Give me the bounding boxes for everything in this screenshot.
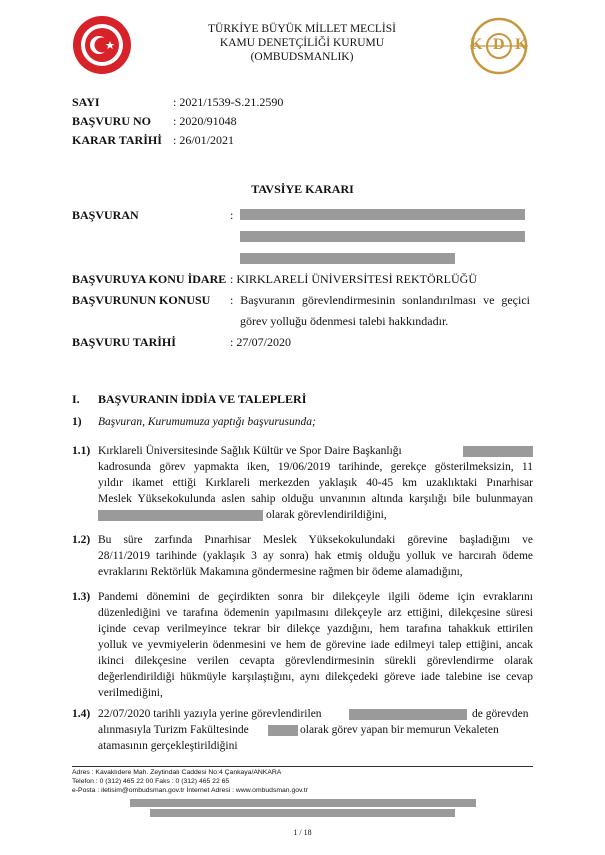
applicant-label: BAŞVURAN bbox=[72, 208, 139, 222]
para-1-1-number: 1.1) bbox=[72, 445, 91, 457]
redacted-1-4-a bbox=[349, 709, 467, 720]
redacted-footer-2 bbox=[150, 809, 455, 817]
date-value: : 27/07/2020 bbox=[230, 335, 292, 349]
section-number: I. bbox=[72, 392, 80, 406]
tbmm-logo bbox=[72, 15, 132, 75]
meta-label-sayi: SAYI bbox=[72, 95, 100, 109]
authority-label: BAŞVURUYA KONU İDARE bbox=[72, 272, 227, 286]
para-1-1-line-4: Meslek Yüksekokulunda aslen sahip olduğu unvanının altında karşılığı bile bulunmayan bbox=[98, 493, 533, 505]
redacted-1-4-b bbox=[268, 725, 298, 736]
para-1-4-line-1a: 22/07/2020 tarihli yazıyla yerine görevlendirilen bbox=[98, 708, 322, 720]
footer-phone: Telefon : 0 (312) 465 22 00 Faks : 0 (312) 465 22 65 bbox=[72, 778, 230, 785]
para-1-text: Başvuran, Kurumumuza yaptığı başvurusunda; bbox=[98, 416, 316, 428]
para-1-4-line-3: atamasının gerçekleştirildiğini bbox=[98, 740, 238, 752]
para-1-3-line-3: içinde cevap verilmeyince tekrar bir dilekçe yazdığını, hem tarafına tahakkuk ettirilen bbox=[98, 623, 533, 635]
kdk-letter-d: D bbox=[493, 36, 505, 53]
meta-value-karar-tarihi: : 26/01/2021 bbox=[173, 133, 235, 147]
page-number: 1 / 18 bbox=[293, 828, 312, 837]
para-1-4-number: 1.4) bbox=[72, 708, 91, 720]
para-1-2-line-3: evraklarını Rektörlük Makamına göndermesine rağmen bir ödeme alamadığını, bbox=[98, 566, 463, 578]
para-1-3-line-4: yolluk ve yevmiyelerin ödenmesini ve hem de görevine iade edilmeyi talep ettiğini, ancak bbox=[98, 639, 533, 651]
para-1-3-line-5: ikinci dilekçesine verilen cevapta görevlendirmesinin sürekli görevlendirme olarak bbox=[98, 655, 533, 667]
footer-address: Adres : Kavaklıdere Mah. Zeytindalı Caddesi No:4 Çankaya/ANKARA bbox=[72, 769, 282, 776]
subject-value-line-1: : Başvuranın görevlendirmesinin sonlandırılması ve geçici bbox=[230, 293, 530, 307]
para-1-3-line-1: Pandemi dönemini de geçirdikten sonra bir dilekçeyle ilgili ödeme için evraklarını bbox=[98, 591, 533, 603]
para-1-1-line-5: olarak görevlendirildiğini, bbox=[266, 509, 387, 521]
para-1-3-line-6: değerlendirildiği hükmüyle karşılaştığını, aynı dilekçedeki göreve iade talebine ise cevap bbox=[98, 671, 533, 683]
header-line-3: (OMBUDSMANLIK) bbox=[250, 51, 354, 63]
applicant-colon: : bbox=[230, 208, 234, 222]
para-1-3-line-2: düzenlediğini ve tarafına ödemenin yapılmasını dilekçeyle arz ettiğini, dilekçesine süresi bbox=[98, 607, 533, 619]
para-1-2-line-1: Bu süre zarfında Pınarhisar Meslek Yüksekokulundaki görevine başladığını ve bbox=[98, 534, 533, 546]
redacted-applicant-3 bbox=[240, 253, 455, 264]
subject-label: BAŞVURUNUN KONUSU bbox=[72, 293, 211, 307]
para-1-3-number: 1.3) bbox=[72, 591, 91, 603]
header-line-2: KAMU DENETÇİLİĞİ KURUMU bbox=[219, 37, 385, 49]
kdk-letter-k1: K bbox=[470, 36, 483, 53]
para-1-4-line-1b: de görevden bbox=[472, 708, 529, 720]
redacted-applicant-2 bbox=[240, 231, 525, 242]
meta-label-karar-tarihi: KARAR TARİHİ bbox=[72, 133, 162, 147]
meta-value-basvuru-no: : 2020/91048 bbox=[173, 114, 237, 128]
para-1-4-line-2b: olarak görev yapan bir memurun Vekaleten bbox=[300, 724, 499, 736]
para-1-1-line-3: yıldır ikamet ettiği Kırklareli merkezden yaklaşık 40-45 km uzaklıktaki Pınarhisar bbox=[98, 477, 533, 489]
para-1-3-line-7: verilmediğini, bbox=[98, 687, 163, 699]
authority-value: : KIRKLARELİ ÜNİVERSİTESİ REKTÖRLÜĞÜ bbox=[230, 272, 477, 286]
redacted-footer-1 bbox=[130, 799, 476, 807]
section-title: BAŞVURANIN İDDİA VE TALEPLERİ bbox=[98, 392, 307, 406]
para-1-2-line-2: 28/11/2019 tarihinde (yaklaşık 3 ay sonra) hak etmiş olduğu yolluk ve harcırah ödeme bbox=[98, 550, 533, 562]
redacted-applicant-1 bbox=[240, 209, 525, 220]
para-1-1-line-1: Kırklareli Üniversitesinde Sağlık Kültür ve Spor Daire Başkanlığı bbox=[98, 445, 402, 457]
meta-label-basvuru-no: BAŞVURU NO bbox=[72, 114, 152, 128]
header-line-1: TÜRKİYE BÜYÜK MİLLET MECLİSİ bbox=[208, 23, 396, 35]
meta-value-sayi: : 2021/1539-S.21.2590 bbox=[173, 95, 284, 109]
footer-email: e-Posta : iletisim@ombudsman.gov.tr İnternet Adresi : www.ombudsman.gov.tr bbox=[72, 787, 308, 794]
para-1-number: 1) bbox=[72, 416, 82, 428]
kdk-logo bbox=[466, 14, 532, 78]
para-1-4-line-2a: alınmasıyla Turizm Fakültesinde bbox=[98, 724, 249, 736]
document-title: TAVSİYE KARARI bbox=[251, 182, 354, 196]
footer-divider bbox=[72, 766, 533, 767]
redacted-1-1-a bbox=[463, 446, 533, 457]
kdk-letter-k2: K bbox=[515, 36, 528, 53]
para-1-1-line-2: kadrosunda görev yapmakta iken, 19/06/2019 tarihinde, gerekçe gösterilmeksizin, 11 bbox=[98, 461, 533, 473]
redacted-1-1-b bbox=[98, 510, 263, 521]
para-1-2-number: 1.2) bbox=[72, 534, 91, 546]
subject-value-line-2: görev yolluğu ödenmesi talebi hakkındadır. bbox=[240, 314, 449, 328]
date-label: BAŞVURU TARİHİ bbox=[72, 335, 176, 349]
